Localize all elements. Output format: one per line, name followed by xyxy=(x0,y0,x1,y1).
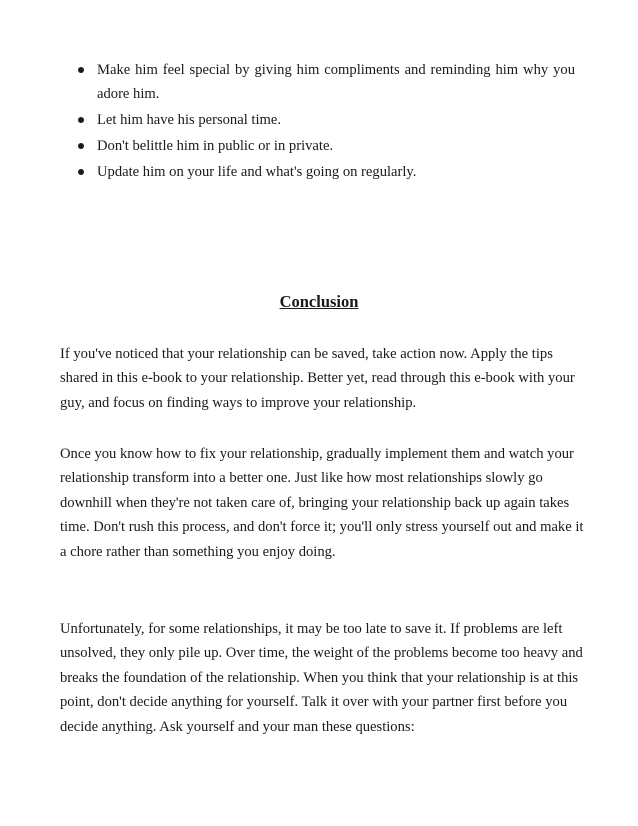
list-item-text: Don't belittle him in public or in private. xyxy=(97,138,334,154)
conclusion-paragraph: Unfortunately, for some relationships, it may be too late to save it. If problems are left unsolved, they only pile up. Over time, the weight of the problems become too heavy and breaks the foundation of the relationship. When you think that your relationship is at this point, don't decide anything for yourself. Talk it over with your partner first before you decide anything. Ask yourself and your man these questions: xyxy=(60,621,583,735)
tips-bullet-list xyxy=(75,58,575,186)
list-item xyxy=(75,160,575,184)
conclusion-paragraph: Once you know how to fix your relationship, gradually implement them and watch your relationship transform into a better one. Just like how most relationships slowly go downhill when they're not taken care of, bringing your relationship back up again takes time. Don't rush this process, and don't force it; you'll only stress yourself out and make it a chore rather than something you enjoy doing. xyxy=(60,446,584,560)
conclusion-paragraph: If you've noticed that your relationship can be saved, take action now. Apply the tips shared in this e-book to your relationship. Better yet, read through this e-book with your guy, and focus on finding ways to improve your relationship. xyxy=(60,346,575,411)
bullet-icon xyxy=(78,117,84,123)
bullet-icon xyxy=(78,67,84,73)
list-item-text: Update him on your life and what's going on regularly. xyxy=(97,164,417,180)
bullet-icon xyxy=(78,169,84,175)
list-item xyxy=(75,108,575,132)
list-item xyxy=(75,58,575,106)
list-item-text: Let him have his personal time. xyxy=(97,112,281,128)
list-item-text: Make him feel special by giving him compliments and reminding him why you adore him. xyxy=(97,62,575,102)
bullet-icon xyxy=(78,143,84,149)
conclusion-heading: Conclusion xyxy=(279,292,359,311)
list-item xyxy=(75,134,575,158)
